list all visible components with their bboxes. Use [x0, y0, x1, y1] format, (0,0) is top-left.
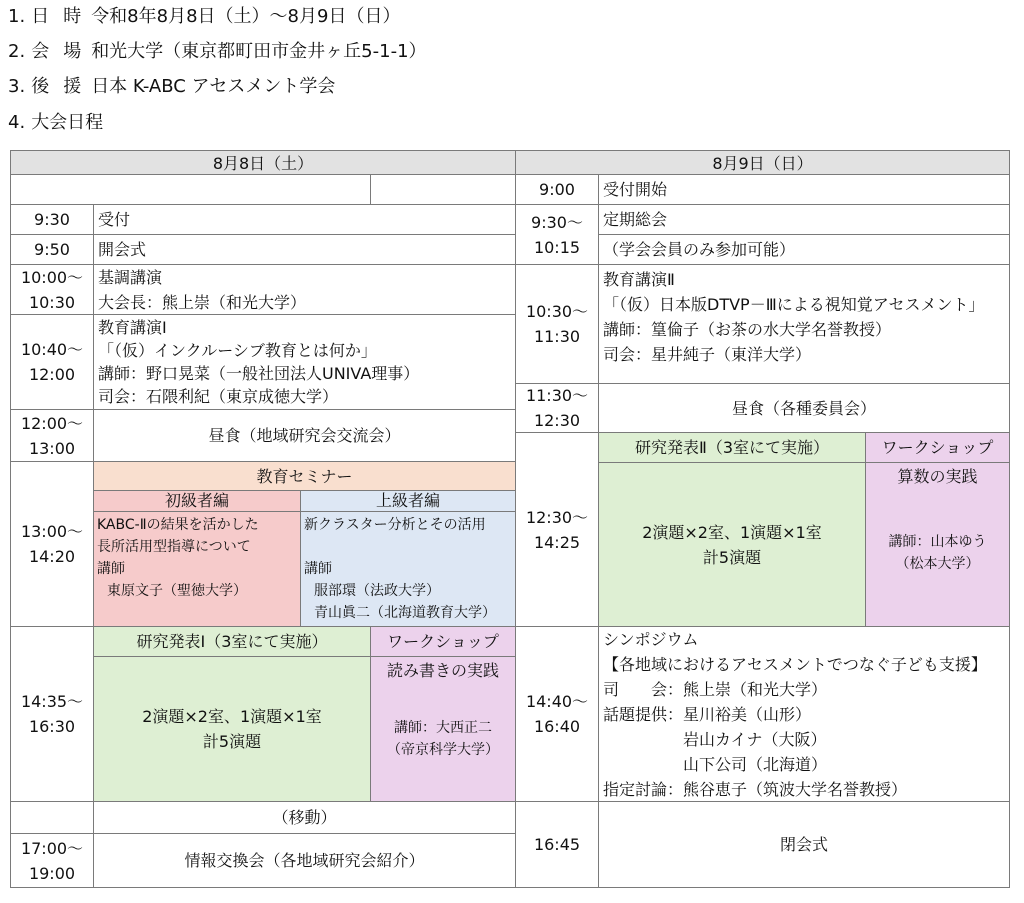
day2-time-reception: 9:00 [515, 174, 599, 205]
info-value: 日本 K-ABC アセスメント学会 [91, 76, 336, 97]
seminar-beginner [93, 511, 301, 627]
lunch-text: 昼食（各種委員会） [731, 398, 876, 418]
time-start: 13:00～ [20, 522, 84, 541]
time-start: 14:40～ [525, 692, 589, 711]
symposium-title: シンポジウム [603, 630, 699, 649]
symposium-panelist: 山下公司（北海道） [683, 755, 828, 774]
day1-time-lunch [10, 409, 94, 462]
workshop2-title: 算数の実践 [897, 467, 978, 486]
advanced-lecturer-label: 講師 [304, 561, 332, 577]
workshop1-label [370, 626, 516, 657]
day2-general-note: （学会会員のみ参加可能） [598, 234, 1010, 265]
research2-body [598, 462, 866, 627]
day1-move [93, 801, 516, 834]
lecture2-speaker: 講師：篁倫子（お茶の水大学名誉教授） [603, 320, 892, 339]
symposium-discussant: 指定討論：熊谷恵子（筑波大学名誉教授） [603, 780, 908, 799]
day2-reception: 受付開始 [598, 174, 1010, 205]
time-start: 17:00～ [20, 838, 84, 858]
research2-title-text: 研究発表Ⅱ（3室にて実施） [634, 438, 830, 457]
workshop1-body [370, 656, 516, 802]
time-end: 14:25 [533, 532, 581, 552]
time-end: 10:30 [28, 292, 76, 312]
info-date [8, 5, 400, 29]
day1-time-opening: 9:50 [10, 234, 94, 265]
advanced-lecturer: 青山眞二（北海道教育大学） [314, 605, 496, 621]
move-text: （移動） [272, 808, 337, 827]
beginner-title-text: 初級者編 [164, 491, 229, 510]
time-end: 12:30 [533, 411, 581, 430]
day2-time-symposium [515, 626, 599, 802]
research1-title-text: 研究発表Ⅰ（3室にて実施） [136, 632, 328, 651]
time-end: 13:00 [28, 438, 76, 458]
keynote-title: 基調講演 [98, 268, 163, 287]
day2-closing [598, 801, 1010, 888]
info-key: 場 [63, 41, 82, 62]
schedule-table [10, 150, 1010, 888]
lecture2-chair: 司会：星井純子（東洋大学） [603, 345, 812, 364]
day1-keynote [93, 264, 516, 315]
day1-time-keynote [10, 264, 94, 315]
symposium-chair: 司 会：熊上崇（和光大学） [603, 680, 828, 699]
info-key: 会 [31, 41, 50, 62]
day2-header: 8月9日（日） [515, 150, 1010, 175]
beginner-lecturer: 東原文子（聖徳大学） [107, 583, 247, 599]
day2-time-general [515, 204, 599, 265]
time-end: 10:15 [533, 237, 581, 257]
time-end: 16:40 [533, 717, 581, 736]
closing-text: 閉会式 [779, 835, 828, 854]
workshop2-body [865, 462, 1010, 627]
info-value: 和光大学（東京都町田市金井ヶ丘5-1-1） [91, 41, 427, 62]
workshop2-lecturer: 講師：山本ゆう [888, 534, 987, 550]
day1-opening: 開会式 [93, 234, 516, 265]
day2-general-title: 定期総会 [598, 204, 1010, 235]
workshop1-label-text: ワークショップ [387, 632, 499, 651]
day2-time-lecture2 [515, 264, 599, 384]
day1-empty-row [10, 174, 371, 205]
info-key: 援 [63, 76, 82, 97]
time-end: 19:00 [28, 863, 76, 883]
info-value: 令和8年8月8日（土）～8月9日（日） [91, 6, 401, 27]
time-start: 12:00～ [20, 413, 84, 433]
symposium-panelist: 話題提供：星川裕美（山形） [603, 705, 812, 724]
time-start: 10:30～ [525, 302, 589, 321]
info-schedule [8, 111, 103, 135]
workshop2-label-text: ワークショップ [881, 438, 994, 457]
time-start: 14:35～ [20, 692, 84, 711]
research1-body [93, 656, 371, 802]
day1-time-seminar [10, 461, 94, 627]
day1-lecture1 [93, 314, 516, 410]
research2-title [598, 432, 866, 463]
research1-body-line: 計5演題 [202, 732, 262, 751]
research2-body-line: 2演題×2室、1演題×1室 [642, 522, 822, 542]
advanced-lecturer: 服部環（法政大学） [314, 583, 440, 599]
beginner-lecturer-label: 講師 [97, 561, 125, 577]
seminar-advanced [300, 511, 516, 627]
seminar-title-text: 教育セミナー [256, 466, 353, 486]
day2-time-lunch [515, 383, 599, 433]
workshop1-affiliation: （帝京科学大学） [387, 742, 499, 758]
advanced-title-text: 上級者編 [375, 491, 440, 510]
day2-time-closing: 16:45 [515, 801, 599, 888]
workshop1-lecturer: 講師：大西正二 [394, 720, 492, 736]
time-start: 9:30～ [531, 212, 583, 232]
lecture1-speaker: 講師：野口晃菜（一般社団法人UNIVA理事） [98, 364, 420, 383]
lecture1-theme: 「（仮）インクルーシブ教育とは何か」 [98, 341, 377, 360]
lunch-text: 昼食（地域研究会交流会） [208, 426, 401, 445]
day1-header: 8月8日（土） [10, 150, 516, 175]
day2-symposium [598, 626, 1010, 802]
day2-time-research [515, 432, 599, 627]
day1-empty-cell [370, 174, 516, 205]
day1-time-lecture1 [10, 314, 94, 410]
info-key: 後 [31, 76, 50, 97]
beginner-line: 長所活用型指導について [97, 539, 251, 555]
day1-time-move [10, 801, 94, 834]
time-start: 10:40～ [20, 340, 84, 359]
info-key: 日 [31, 6, 50, 27]
info-num: 4. [8, 112, 26, 133]
day2-lunch [598, 383, 1010, 433]
time-end: 12:00 [28, 365, 76, 384]
time-start: 10:00～ [20, 267, 84, 287]
keynote-speaker: 大会長：熊上崇（和光大学） [98, 293, 307, 312]
exchange-text: 情報交換会（各地域研究会紹介） [184, 851, 425, 870]
workshop2-affiliation: （松本大学） [895, 556, 980, 572]
info-value: 大会日程 [31, 112, 104, 133]
seminar-beginner-title [93, 490, 301, 512]
day2-lecture2 [598, 264, 1010, 384]
day1-time-reception: 9:30 [10, 204, 94, 235]
lecture2-title: 教育講演Ⅱ [603, 270, 675, 289]
day1-time-research [10, 626, 94, 802]
time-end: 14:20 [28, 547, 76, 566]
info-support [8, 75, 335, 99]
lecture1-title: 教育講演Ⅰ [98, 318, 167, 337]
day1-exchange [93, 833, 516, 888]
lecture1-chair: 司会：石隈利紀（東京成徳大学） [98, 387, 339, 406]
time-end: 16:30 [28, 717, 76, 736]
info-venue [8, 40, 427, 64]
info-key: 時 [63, 6, 82, 27]
day1-lunch [93, 409, 516, 462]
day1-reception: 受付 [93, 204, 516, 235]
beginner-line: KABC-Ⅱの結果を活かした [97, 517, 259, 533]
seminar-title [93, 461, 516, 491]
time-start: 11:30～ [525, 386, 589, 405]
workshop1-title: 読み書きの実践 [386, 661, 499, 680]
time-end: 11:30 [533, 327, 581, 346]
info-num: 1. [8, 6, 26, 27]
lecture2-theme: 「（仮）日本版DTVP－Ⅲによる視知覚アセスメント」 [603, 295, 985, 314]
seminar-advanced-title [300, 490, 516, 512]
advanced-line: 新クラスター分析とその活用 [304, 517, 486, 533]
symposium-theme: 【各地域におけるアセスメントでつなぐ子ども支援】 [603, 655, 987, 674]
symposium-panelist: 岩山カイナ（大阪） [683, 730, 827, 749]
info-num: 2. [8, 41, 26, 62]
workshop2-label [865, 432, 1010, 463]
research1-body-line: 2演題×2室、1演題×1室 [142, 707, 322, 726]
day1-time-exchange [10, 833, 94, 888]
time-start: 12:30～ [525, 507, 589, 527]
research2-body-line: 計5演題 [702, 547, 762, 567]
info-num: 3. [8, 76, 26, 97]
research1-title [93, 626, 371, 657]
